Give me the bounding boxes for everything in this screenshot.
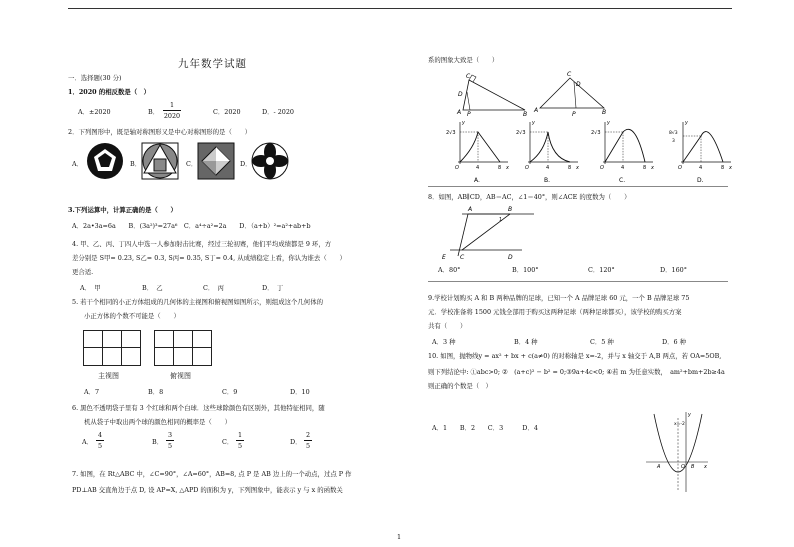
q5-top-view — [154, 330, 212, 366]
q2-option-d: D． — [240, 160, 252, 168]
q8-option-c: C．120° — [588, 266, 615, 274]
q7-graph-option-label: A. — [474, 177, 480, 184]
q7-graph-ylabel: 2√3 — [591, 130, 601, 136]
q9-line3: 共有（ ） — [428, 322, 467, 330]
q5-front-view-label: 主视图 — [98, 372, 119, 380]
label-d: D — [576, 81, 581, 88]
q7-graph-x-label: x — [729, 165, 732, 171]
label-d: D — [458, 91, 463, 98]
q6-option-d-fraction — [304, 431, 312, 450]
q7-graph-x-label: x — [651, 165, 654, 171]
q4-option-c: C． 丙 — [203, 284, 224, 292]
q4-line2: 差分别是 S甲= 0.23, S乙= 0.3, S丙= 0.35, S丁= 0.4, 从成绩稳定上看，你认为谁去（ ） — [72, 254, 346, 262]
q7-graph-tick-8: 8 — [643, 165, 647, 171]
label-p: P — [572, 111, 576, 118]
label-b: B — [523, 111, 528, 118]
label-c: C — [466, 73, 471, 80]
q7-graph-x-label: x — [506, 165, 509, 171]
q7-graph-y-label: y — [607, 120, 610, 126]
q9-option-b: B．4 种 — [514, 338, 538, 346]
q2-figure-d-petals-icon — [250, 141, 290, 181]
q9-option-d: D．6 种 — [662, 338, 687, 346]
q1-option-d: D．- 2020 — [262, 108, 294, 116]
q7-graph-option-label: C. — [619, 177, 626, 184]
q8-figure — [438, 204, 548, 260]
q7-continuation: 系的图象大致是（ ） — [428, 56, 499, 64]
q9-option-c: C．5 种 — [590, 338, 614, 346]
q5-front-view — [83, 330, 141, 366]
fraction-numerator: 2 — [305, 431, 311, 439]
q6-option-a-fraction — [96, 431, 104, 450]
q7-graph-tick-8: 8 — [498, 165, 502, 171]
q7-graph-origin: O — [678, 165, 682, 171]
q8-label-e: E — [442, 254, 446, 261]
q7-graph-option-label: D. — [697, 177, 704, 184]
section-heading: 一．选择题(30 分) — [68, 74, 122, 82]
q7-graph-tick-4: 4 — [699, 165, 703, 171]
q5-option-c: C．9 — [222, 388, 238, 396]
q6-option-c-fraction — [236, 431, 244, 450]
q2-option-b: B． — [130, 160, 142, 168]
label-c: C — [567, 71, 572, 78]
q6-option-d: D． — [290, 438, 302, 446]
q2-figure-c-square-icon — [196, 141, 236, 181]
q7-graph-d — [669, 118, 737, 184]
q7-graph-tick-4: 4 — [546, 165, 550, 171]
q5-option-d: D．10 — [290, 388, 310, 396]
q8-label-b: B — [508, 206, 513, 213]
q7-graph-option-label: B. — [544, 177, 551, 184]
q7-graph-y-label: y — [462, 120, 465, 126]
divider — [428, 281, 728, 282]
q5-line2: 小正方体的个数不可能是（ ） — [84, 312, 180, 320]
fraction-denominator: 5 — [167, 442, 173, 450]
q4-line3: 更合适. — [72, 268, 94, 276]
q1-option-b-fraction — [163, 101, 181, 120]
q7-graph-origin: O — [525, 165, 529, 171]
q2-stem: 2．下列图形中，既是轴对称图形又是中心对称图形的是（ ） — [68, 128, 252, 136]
q8-option-b: B．100° — [512, 266, 539, 274]
q2-figure-b-triangle-icon — [140, 141, 180, 181]
q6-option-b: B． — [152, 438, 164, 446]
q10-graph-label-y: y — [688, 412, 691, 418]
q7-graph-ylabel: 2√3 — [516, 130, 526, 136]
fraction-numerator: 1 — [237, 431, 243, 439]
q5-option-a: A．7 — [84, 388, 100, 396]
q1-stem: 1．2020 的相反数是（ ） — [68, 88, 150, 96]
q6-option-b-fraction — [166, 431, 174, 450]
q6-option-c: C． — [222, 438, 234, 446]
q7-graph-origin: O — [455, 165, 459, 171]
label-a: A — [457, 109, 462, 116]
label-b: B — [602, 109, 607, 116]
fraction-denominator: 2020 — [163, 112, 181, 120]
q2-option-a: A． — [72, 160, 84, 168]
q8-label-d: D — [508, 254, 513, 261]
q10-graph-label-o: O — [681, 464, 685, 470]
q5-line1: 5. 若干个相同的小正方体组成的几何体的主视图和俯视图如图所示，则组成这个几何体的 — [72, 298, 323, 306]
q7-graph-x-label: x — [576, 165, 579, 171]
q10-parabola-graph — [644, 410, 710, 494]
q7-graph-ylabel-denominator: 3 — [672, 139, 675, 144]
q6-line1: 6. 黑色不透明袋子里有 3 个红球和两个白球．这些球除颜色有区别外，其他特征相同，随 — [72, 404, 325, 412]
q9-line1: 9.学校计划购买 A 和 B 两种品牌的足球，已知一个 A 品牌足球 60 元，一个 B 品牌足球 75 — [428, 294, 690, 302]
q8-label-c: C — [460, 254, 465, 261]
q3-stem: 3.下列运算中，计算正确的是（ ） — [68, 206, 177, 214]
q7-triangle-figure-2 — [534, 70, 614, 116]
q4-option-b: B． 乙 — [142, 284, 163, 292]
q8-label-angle-1: 1 — [499, 217, 503, 223]
q8-option-a: A．80° — [438, 266, 461, 274]
q4-option-a: A． 甲 — [80, 284, 101, 292]
q9-option-a: A．3 种 — [432, 338, 456, 346]
q7-graph-b — [516, 118, 584, 184]
q9-line2: 元．学校准备将 1500 元钱全部用于购买这两种足球（两种足球都买），该学校的购买方案 — [428, 308, 682, 316]
label-a: A — [534, 107, 539, 114]
q7-graph-a — [446, 118, 514, 184]
fraction-numerator: 4 — [97, 431, 103, 439]
q7-graph-ylabel-numerator: 8√3 — [669, 131, 678, 136]
page-number: 1 — [397, 533, 402, 541]
q2-option-c: C． — [186, 160, 198, 168]
q7-triangle-figure-1 — [455, 72, 535, 116]
q7-graph-origin: O — [600, 165, 604, 171]
q7-line1: 7. 如图，在 Rt△ABC 中，∠C=90°，∠A=60°，AB=8, 点 P 是 AB 边上的一个动点，过点 P 作 — [72, 470, 352, 478]
q8-option-d: D．160° — [660, 266, 687, 274]
q1-option-a: A．±2020 — [78, 108, 111, 116]
q10-options: A．1 B．2 C．3 D．4 — [432, 424, 538, 432]
q10-graph-label-b: B — [691, 464, 695, 470]
fraction-denominator: 5 — [305, 442, 311, 450]
fraction-denominator: 5 — [237, 442, 243, 450]
q8-label-a: A — [468, 206, 473, 213]
q4-option-d: D． 丁 — [262, 284, 284, 292]
q2-figure-a-pentagon-icon — [84, 140, 126, 182]
q7-graph-ylabel: 2√3 — [446, 130, 456, 136]
fraction-denominator: 5 — [97, 442, 103, 450]
q1-option-c: C．2020 — [213, 108, 241, 116]
q10-line3: 则正确的个数是（ ） — [428, 382, 492, 390]
q10-graph-label-a: A — [657, 464, 661, 470]
q7-graph-tick-8: 8 — [568, 165, 572, 171]
q3-options: A．2a•3a=6a B．(3a²)³=27a⁶ C．a⁴÷a²=2a D．（a+b）²=a²+ab+b — [72, 222, 311, 230]
q10-line1: 10. 如图，抛物线y = ax² + bx + c(a≠0) 的对称轴是 x=-2，并与 x 轴交于 A,B 两点，若 OA=5OB, — [428, 352, 722, 360]
q4-line1: 4. 甲、乙、丙、丁四人中选一人参加射击比赛，经过三轮初赛，他们平均成绩都是 9 环，方 — [72, 240, 332, 248]
page-title: 九年数学试题 — [178, 58, 247, 70]
q7-graph-y-label: y — [685, 120, 688, 126]
q7-graph-tick-4: 4 — [476, 165, 480, 171]
q7-graph-c — [591, 118, 659, 184]
q6-line2: 机从袋子中取出两个球的颜色相同的概率是（ ） — [84, 418, 231, 426]
q10-line2: 则下列结论中: ①abc>0; ② (a+c)² − b² = 0;③9a+4c<0; ④若 m 为任意实数， am²+bm+2b≥4a — [428, 368, 725, 376]
fraction-numerator: 1 — [169, 101, 175, 109]
top-rule — [68, 8, 732, 9]
q7-graph-y-label: y — [532, 120, 535, 126]
q6-option-a: A． — [82, 438, 94, 446]
label-p: P — [467, 111, 471, 118]
fraction-numerator: 3 — [167, 431, 173, 439]
q7-graph-tick-4: 4 — [621, 165, 625, 171]
q8-stem: 8．如图，AB∥CD，AB＝AC，∠1＝40°，则∠ACE 的度数为（ ） — [428, 193, 631, 201]
q7-line2: PD⊥AB 交直角边于点 D, 设 AP=X, △APD 的面积为 y，下列图象中，能表示 y 与 x 的函数关 — [72, 486, 343, 494]
q5-top-view-label: 俯视图 — [170, 372, 191, 380]
q10-graph-label-x: x — [704, 464, 707, 470]
q1-option-b: B． — [148, 108, 160, 116]
q5-option-b: B．8 — [148, 388, 164, 396]
q7-graph-tick-8: 8 — [721, 165, 725, 171]
divider — [428, 186, 728, 187]
q10-graph-axis-label: x=-2 — [674, 422, 685, 427]
